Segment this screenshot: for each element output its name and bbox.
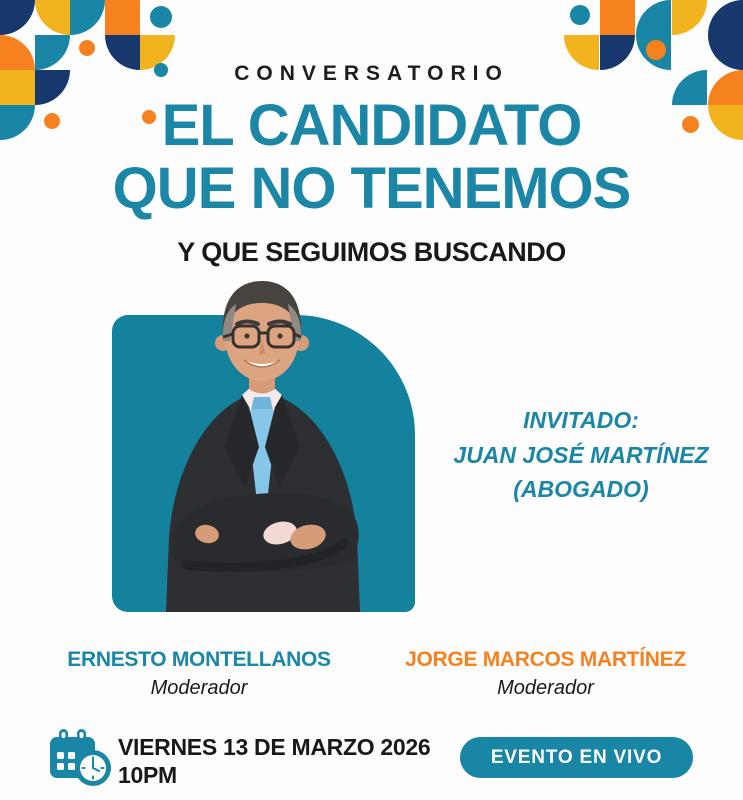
guest-block bbox=[425, 403, 737, 507]
mosaic-dot bbox=[646, 40, 666, 60]
title-line-1: EL CANDIDATO bbox=[161, 93, 582, 158]
mosaic-tile bbox=[600, 0, 635, 35]
live-event-badge[interactable]: EVENTO EN VIVO bbox=[460, 737, 693, 778]
mosaic-dot bbox=[570, 5, 590, 25]
mosaic-tile bbox=[708, 0, 743, 35]
mosaic-tile bbox=[105, 0, 140, 35]
page-title bbox=[0, 94, 743, 220]
mosaic-tile bbox=[672, 0, 707, 35]
moderator-1 bbox=[38, 648, 360, 700]
guest-name: JUAN JOSÉ MARTÍNEZ bbox=[453, 441, 709, 468]
moderator-1-name: ERNESTO MONTELLANOS bbox=[67, 648, 331, 671]
event-time: 10PM bbox=[118, 762, 177, 789]
title-line-2: QUE NO TENEMOS bbox=[112, 156, 631, 222]
speaker-photo bbox=[112, 275, 415, 612]
guest-role: (ABOGADO) bbox=[513, 476, 649, 502]
event-date: VIERNES 13 DE MARZO 2026 bbox=[118, 734, 431, 760]
event-datetime bbox=[118, 733, 430, 790]
mosaic-tile bbox=[35, 0, 70, 35]
guest-label: INVITADO: bbox=[523, 407, 639, 433]
calendar-clock-icon bbox=[48, 728, 112, 790]
moderator-2-name: JORGE MARCOS MARTÍNEZ bbox=[405, 648, 686, 671]
mosaic-tile bbox=[636, 0, 671, 35]
event-subtitle: Y QUE SEGUIMOS BUSCANDO bbox=[177, 237, 566, 267]
event-kicker: CONVERSATORIO bbox=[234, 62, 509, 85]
mosaic-dot bbox=[150, 6, 172, 28]
mosaic-tile bbox=[0, 0, 35, 35]
mosaic-tile bbox=[70, 0, 105, 35]
moderator-2-role: Moderador bbox=[497, 677, 594, 699]
moderator-1-role: Moderador bbox=[150, 677, 248, 699]
moderator-2 bbox=[378, 648, 713, 700]
mosaic-dot bbox=[79, 40, 95, 56]
